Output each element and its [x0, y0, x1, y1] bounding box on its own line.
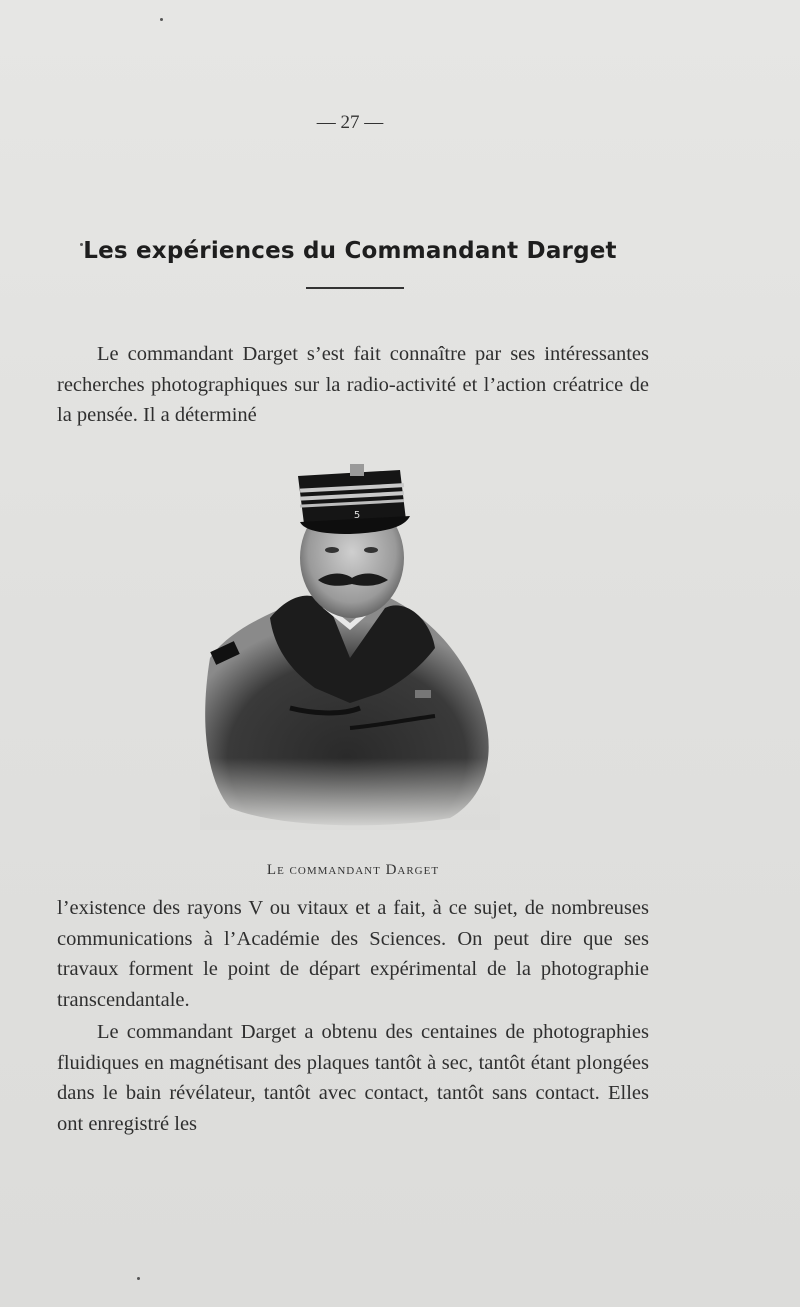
figure-caption: Le commandant Darget: [266, 862, 440, 878]
page-number: — 27 —: [316, 112, 384, 133]
continued-paragraph: l’existence des rayons V ou vitaux et a fait, à ce sujet, de nombreuses communications à l’Académie des Sciences. On peut dire que ses travaux forment le point de départ expérimental de la photographie transcendantale.: [57, 897, 649, 1011]
chapter-title: Les expériences du Commandant Darget: [83, 238, 617, 264]
second-paragraph: Le commandant Darget a obtenu des centaines de photographies fluidiques en magnétisant des plaques tantôt à sec, tantôt étant plongées dans le bain révélateur, tantôt avec contact, tantôt sans contact. Elles ont enregistré les: [57, 1021, 649, 1135]
continued-text-block: [57, 893, 649, 1139]
cap-number: 5: [353, 510, 361, 521]
print-speck: [137, 1277, 140, 1280]
medal-ribbon: [415, 690, 431, 698]
print-speck: [160, 18, 163, 21]
title-rule: [306, 287, 404, 289]
print-speck: [80, 243, 83, 246]
intro-paragraph: Le commandant Darget s’est fait connaître par ses intéressantes recherches photographiques sur la radio-activité et l’action créatrice de la pensée. Il a déterminé: [57, 343, 649, 426]
portrait-photograph: [200, 458, 500, 830]
intro-text-block: [57, 339, 649, 431]
